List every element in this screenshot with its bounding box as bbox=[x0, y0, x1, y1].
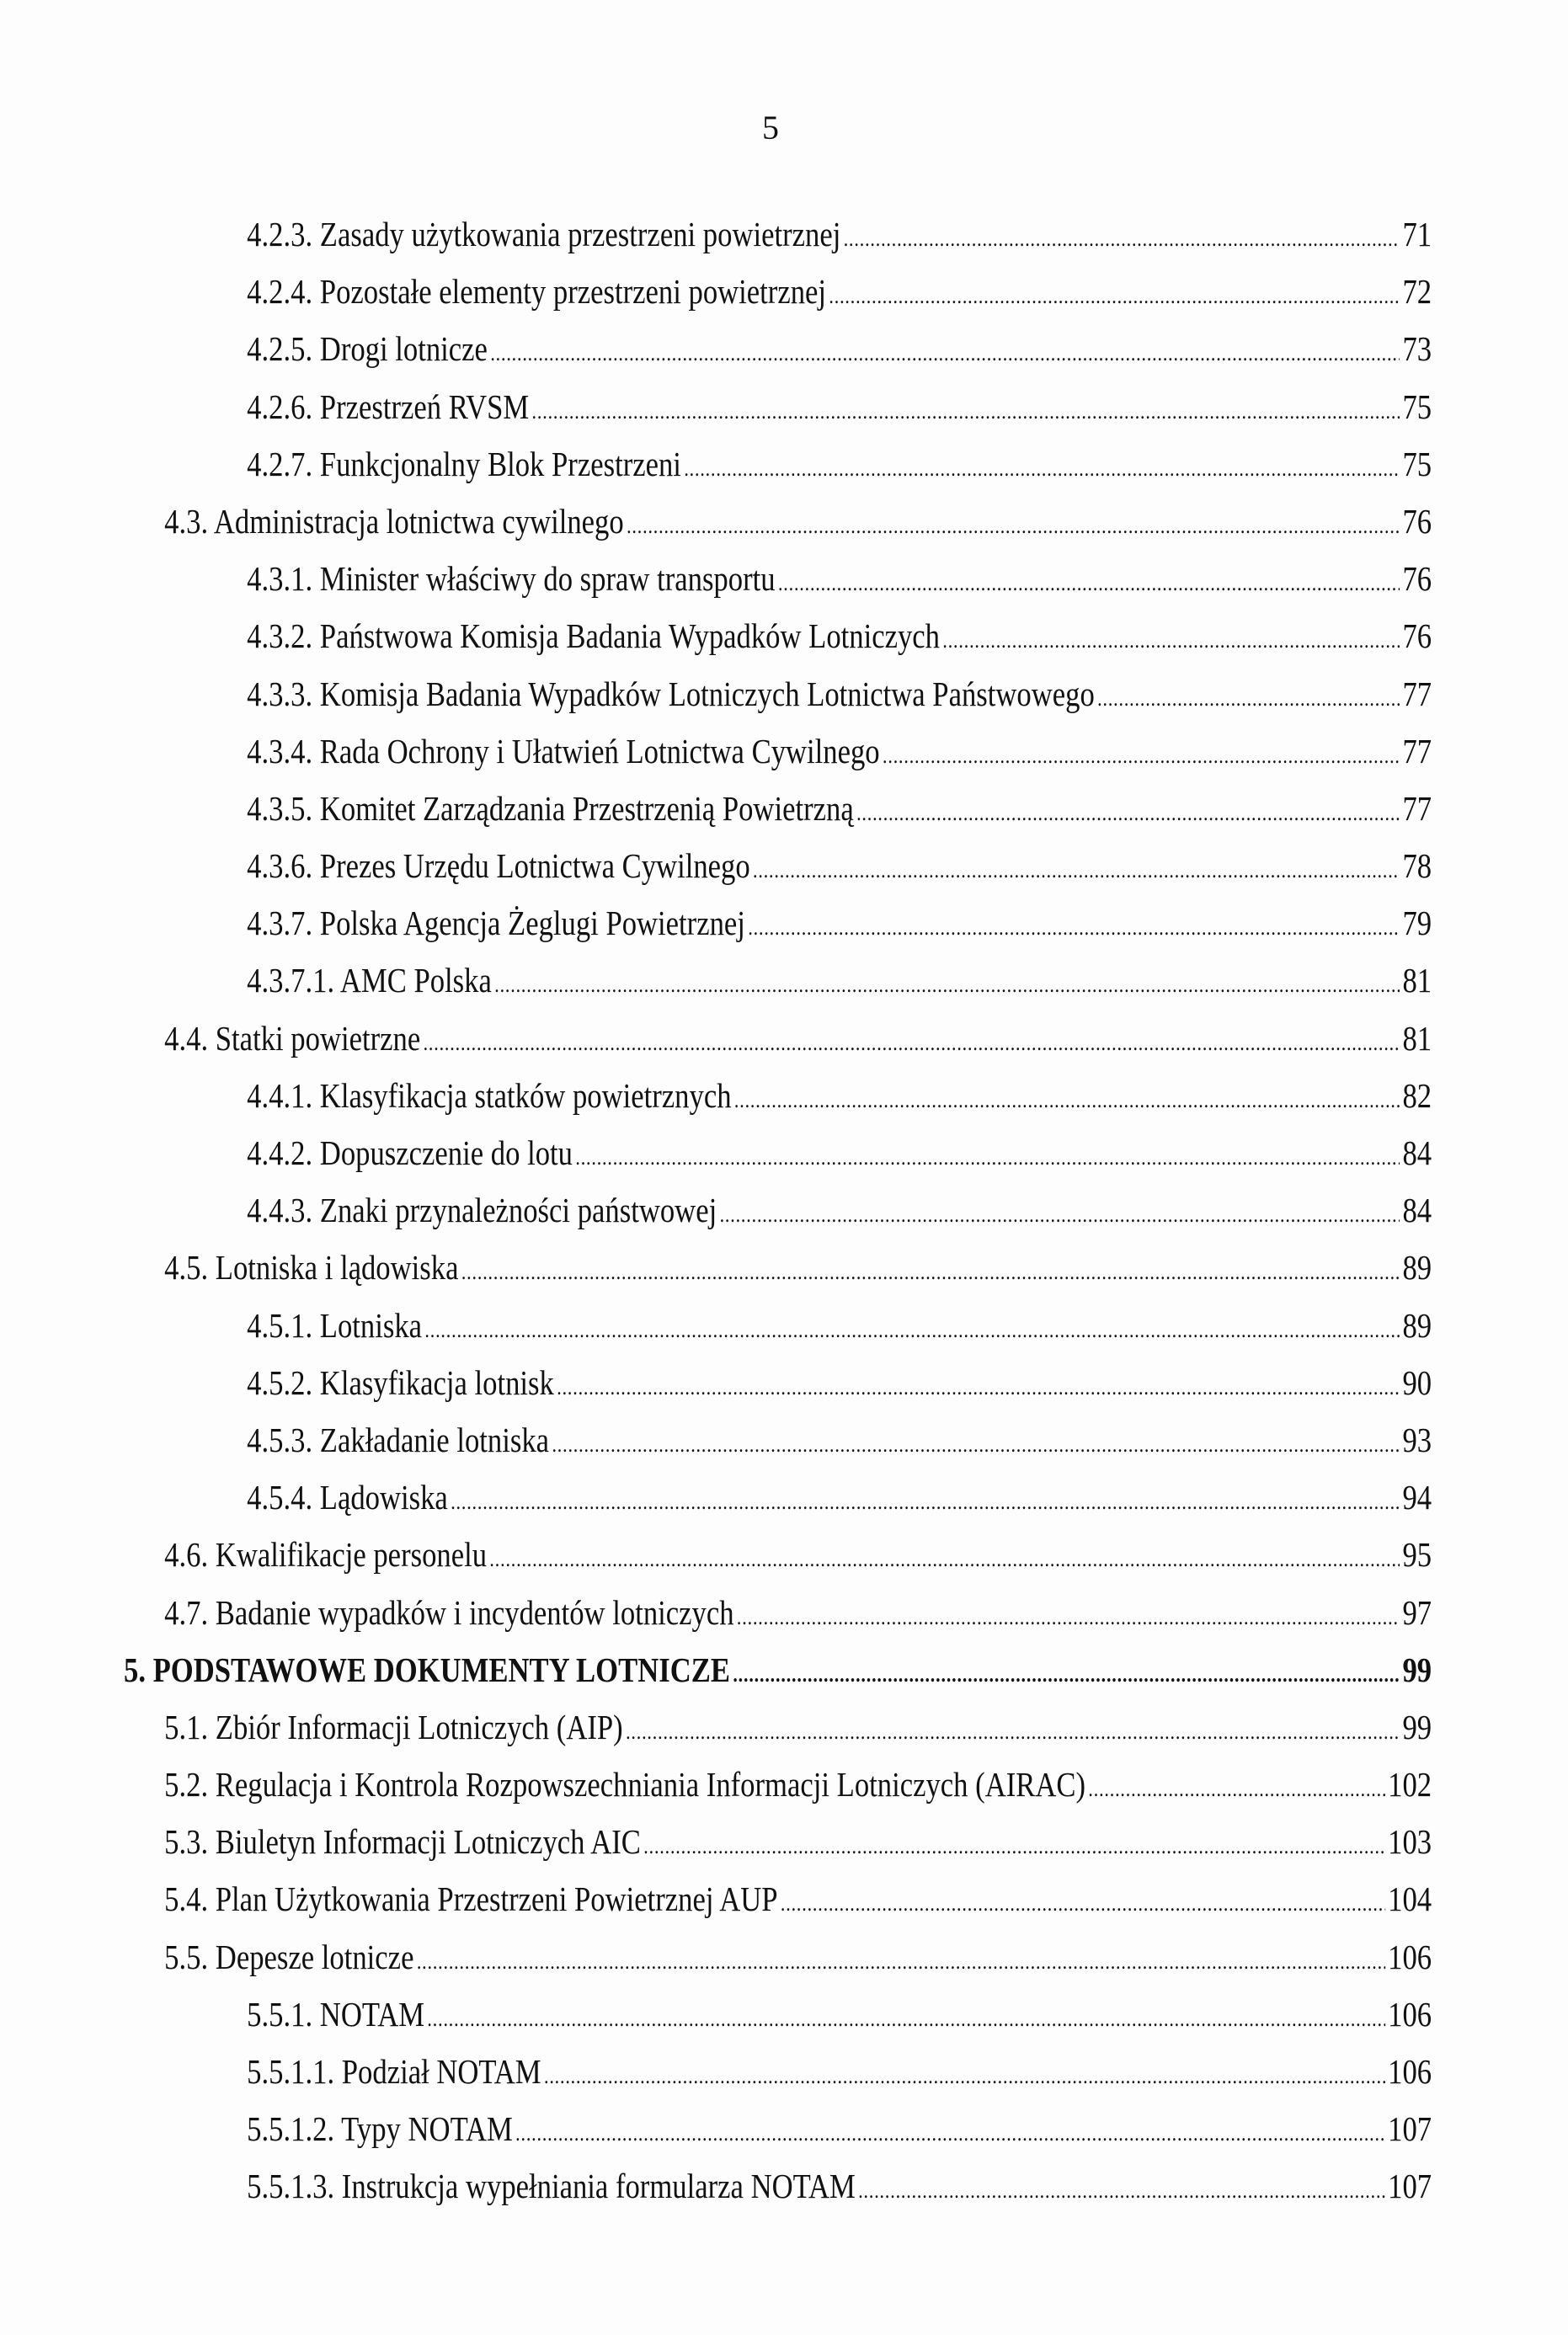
dot-leader bbox=[856, 785, 1400, 842]
toc-entry-page: 102 bbox=[1388, 1765, 1432, 1805]
toc-entry bbox=[124, 780, 1432, 837]
toc-entry-page: 77 bbox=[1402, 674, 1432, 713]
dot-leader bbox=[557, 1359, 1400, 1416]
toc-entry bbox=[124, 1928, 1432, 1986]
toc-entry bbox=[124, 1526, 1432, 1583]
toc-entry bbox=[124, 1067, 1432, 1124]
toc-entry-title: 4.3. Administracja lotnictwa cywilnego bbox=[164, 501, 624, 541]
toc-entry-page: 107 bbox=[1388, 2167, 1432, 2206]
dot-leader bbox=[1097, 670, 1400, 728]
toc-entry-title: 4.3.6. Prezes Urzędu Lotnictwa Cywilnego bbox=[247, 846, 750, 886]
toc-entry bbox=[124, 1010, 1432, 1067]
dot-leader bbox=[424, 1015, 1400, 1072]
toc-entry-title: 5.4. Plan Użytkowania Przestrzeni Powietrznej AUP bbox=[164, 1879, 778, 1919]
dot-leader bbox=[778, 555, 1400, 612]
toc-entry-page: 78 bbox=[1402, 846, 1432, 886]
toc-entry-title: 4.7. Badanie wypadków i incydentów lotniczych bbox=[164, 1592, 734, 1632]
dot-leader bbox=[844, 211, 1400, 268]
toc-entry-title: 5.3. Biuletyn Informacji Lotniczych AIC bbox=[164, 1822, 641, 1862]
dot-leader bbox=[552, 1416, 1400, 1474]
toc-entry bbox=[124, 665, 1432, 722]
toc-entry-title: 4.5. Lotniska i lądowiska bbox=[164, 1248, 459, 1287]
toc-entry-title: 4.4.2. Dopuszczenie do lotu bbox=[247, 1133, 573, 1172]
toc-entry bbox=[124, 894, 1432, 952]
toc-entry-title: 4.3.2. Państwowa Komisja Badania Wypadków Lotniczych bbox=[247, 616, 941, 656]
toc-entry bbox=[124, 205, 1432, 263]
toc-entry-title: 4.3.7.1. AMC Polska bbox=[247, 961, 492, 1000]
dot-leader bbox=[627, 498, 1400, 555]
dot-leader bbox=[451, 1474, 1400, 1531]
dot-leader bbox=[1088, 1761, 1384, 1818]
toc-entry bbox=[124, 1584, 1432, 1641]
toc-entry bbox=[124, 1698, 1432, 1756]
toc-entry-page: 106 bbox=[1388, 2052, 1432, 2091]
toc-entry bbox=[124, 1239, 1432, 1296]
toc-entry-title: 4.6. Kwalifikacje personelu bbox=[164, 1535, 488, 1575]
toc-entry-title: 4.3.7. Polska Agencja Żeglugi Powietrznej bbox=[247, 904, 745, 943]
toc-entry-page: 95 bbox=[1402, 1535, 1432, 1575]
toc-entry-title: 4.4. Statki powietrzne bbox=[164, 1018, 421, 1058]
toc-entry bbox=[124, 493, 1432, 550]
dot-leader bbox=[829, 268, 1400, 325]
toc-entry bbox=[124, 1469, 1432, 1526]
toc-entry-page: 76 bbox=[1402, 501, 1432, 541]
toc-entry-page: 99 bbox=[1402, 1650, 1432, 1689]
toc-entry bbox=[124, 320, 1432, 377]
toc-entry-page: 94 bbox=[1402, 1478, 1432, 1517]
dot-leader bbox=[544, 2048, 1385, 2105]
toc-entry-page: 106 bbox=[1388, 1994, 1432, 2034]
toc-entry-page: 76 bbox=[1402, 616, 1432, 656]
toc-entry-title: 4.2.7. Funkcjonalny Blok Przestrzeni bbox=[247, 444, 681, 483]
page-number: 5 bbox=[762, 109, 779, 147]
dot-leader bbox=[720, 1186, 1400, 1244]
toc-entry-page: 76 bbox=[1402, 559, 1432, 599]
toc-entry-title: 4.4.1. Klasyfikacja statków powietrznych bbox=[247, 1075, 732, 1115]
toc-entry bbox=[124, 2157, 1432, 2215]
toc-entry-page: 79 bbox=[1402, 904, 1432, 943]
toc-entry-page: 107 bbox=[1388, 2109, 1432, 2149]
toc-entry-page: 90 bbox=[1402, 1362, 1432, 1402]
toc-entry-page: 84 bbox=[1402, 1133, 1432, 1172]
dot-leader bbox=[489, 1531, 1400, 1588]
dot-leader bbox=[461, 1244, 1400, 1301]
dot-leader bbox=[734, 1072, 1400, 1129]
dot-leader bbox=[417, 1933, 1385, 1991]
dot-leader bbox=[532, 383, 1400, 440]
toc-entry-page: 73 bbox=[1402, 329, 1432, 369]
toc-entry-page: 77 bbox=[1402, 788, 1432, 828]
toc-entry-title: 5.1. Zbiór Informacji Lotniczych (AIP) bbox=[164, 1707, 623, 1746]
toc-entry-title: 4.3.3. Komisja Badania Wypadków Lotniczych Lotnictwa Państwowego bbox=[247, 674, 1095, 713]
toc-entry bbox=[124, 607, 1432, 664]
toc-entry-title: 4.3.4. Rada Ochrony i Ułatwień Lotnictwa Cywilnego bbox=[247, 731, 880, 770]
toc-entry bbox=[124, 1756, 1432, 1813]
toc-entry-title: 5.5.1. NOTAM bbox=[247, 1994, 425, 2034]
toc-entry-page: 81 bbox=[1402, 1018, 1432, 1058]
toc-entry-title: 4.2.4. Pozostałe elementy przestrzeni powietrznej bbox=[247, 272, 827, 312]
dot-leader bbox=[427, 1991, 1384, 2048]
toc-entry-title: 5.5.1.1. Podział NOTAM bbox=[247, 2052, 541, 2091]
toc-entry bbox=[124, 1411, 1432, 1469]
toc-entry-page: 82 bbox=[1402, 1075, 1432, 1115]
toc-entry-page: 75 bbox=[1402, 444, 1432, 483]
dot-leader bbox=[781, 1875, 1385, 1933]
toc-entry bbox=[124, 1297, 1432, 1354]
toc-entry-page: 77 bbox=[1402, 731, 1432, 770]
toc-entry-title: 4.2.3. Zasady użytkowania przestrzeni powietrznej bbox=[247, 215, 841, 253]
toc-entry-title: 5.2. Regulacja i Kontrola Rozpowszechniania Informacji Lotniczych (AIRAC) bbox=[164, 1765, 1086, 1805]
dot-leader bbox=[748, 899, 1400, 957]
toc-entry bbox=[124, 1181, 1432, 1239]
dot-leader bbox=[733, 1646, 1400, 1703]
toc-entry bbox=[124, 952, 1432, 1009]
toc-entry-title: 4.5.4. Lądowiska bbox=[247, 1478, 448, 1517]
dot-leader bbox=[643, 1818, 1384, 1875]
toc-entry-page: 103 bbox=[1388, 1822, 1432, 1862]
toc-entry-page: 104 bbox=[1388, 1879, 1432, 1919]
toc-entry bbox=[124, 550, 1432, 607]
toc-entry bbox=[124, 837, 1432, 894]
toc-entry bbox=[124, 2043, 1432, 2100]
toc-entry bbox=[124, 2100, 1432, 2157]
toc-entry bbox=[124, 1986, 1432, 2043]
dot-leader bbox=[737, 1589, 1400, 1646]
toc-entry bbox=[124, 263, 1432, 320]
dot-leader bbox=[753, 842, 1400, 899]
toc-entry bbox=[124, 435, 1432, 493]
toc-entry bbox=[124, 1870, 1432, 1927]
dot-leader bbox=[858, 2162, 1385, 2220]
toc-entry-page: 106 bbox=[1388, 1937, 1432, 1976]
toc-entry-title: 4.3.5. Komitet Zarządzania Przestrzenią Powietrzną bbox=[247, 788, 854, 828]
table-of-contents bbox=[124, 205, 1432, 2215]
toc-entry bbox=[124, 1354, 1432, 1411]
toc-entry bbox=[124, 1641, 1432, 1698]
dot-leader bbox=[490, 325, 1400, 382]
toc-entry bbox=[124, 722, 1432, 780]
dot-leader bbox=[494, 957, 1400, 1014]
toc-entry-title: 4.5.1. Lotniska bbox=[247, 1305, 423, 1345]
toc-entry-title: 4.2.6. Przestrzeń RVSM bbox=[247, 387, 530, 426]
toc-entry-title: 5.5. Depesze lotnicze bbox=[164, 1937, 414, 1976]
toc-entry-title: 5. PODSTAWOWE DOKUMENTY LOTNICZE bbox=[124, 1650, 730, 1689]
toc-entry-page: 71 bbox=[1402, 215, 1432, 253]
toc-entry-page: 84 bbox=[1402, 1191, 1432, 1230]
toc-entry-title: 4.5.3. Zakładanie lotniska bbox=[247, 1420, 550, 1459]
dot-leader bbox=[424, 1302, 1400, 1359]
toc-entry-page: 81 bbox=[1402, 961, 1432, 1000]
dot-leader bbox=[942, 612, 1400, 669]
toc-entry-page: 89 bbox=[1402, 1248, 1432, 1287]
toc-entry-title: 4.5.2. Klasyfikacja lotnisk bbox=[247, 1362, 554, 1402]
toc-entry bbox=[124, 1124, 1432, 1181]
dot-leader bbox=[515, 2105, 1385, 2162]
toc-entry bbox=[124, 378, 1432, 435]
toc-entry-title: 5.5.1.2. Typy NOTAM bbox=[247, 2109, 513, 2149]
toc-entry-title: 4.2.5. Drogi lotnicze bbox=[247, 329, 488, 369]
toc-entry-page: 97 bbox=[1402, 1592, 1432, 1632]
toc-entry-title: 4.3.1. Minister właściwy do spraw transportu bbox=[247, 559, 776, 599]
dot-leader bbox=[883, 728, 1400, 785]
toc-entry-title: 5.5.1.3. Instrukcja wypełniania formularza NOTAM bbox=[247, 2167, 856, 2206]
toc-entry-page: 93 bbox=[1402, 1420, 1432, 1459]
toc-entry-title: 4.4.3. Znaki przynależności państwowej bbox=[247, 1191, 717, 1230]
toc-entry-page: 89 bbox=[1402, 1305, 1432, 1345]
toc-entry-page: 99 bbox=[1402, 1707, 1432, 1746]
dot-leader bbox=[626, 1703, 1400, 1761]
toc-entry bbox=[124, 1813, 1432, 1870]
dot-leader bbox=[575, 1129, 1400, 1186]
toc-entry-page: 72 bbox=[1402, 272, 1432, 312]
dot-leader bbox=[684, 440, 1400, 498]
toc-entry-page: 75 bbox=[1402, 387, 1432, 426]
